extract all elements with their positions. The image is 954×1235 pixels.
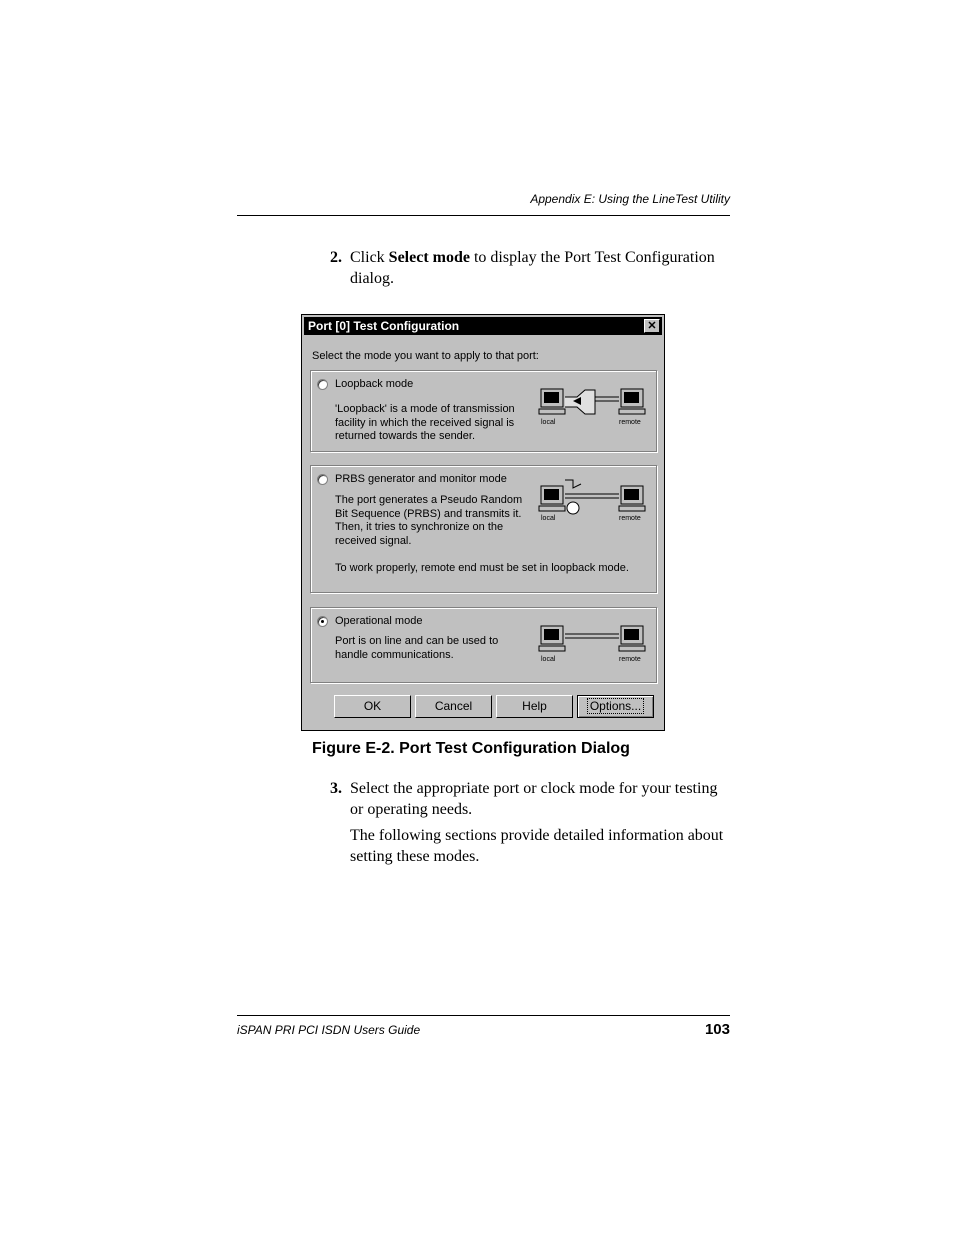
header-rule (237, 215, 730, 216)
step-text: to display the Port Test Configuration dialog. (350, 249, 715, 287)
close-icon[interactable]: ✕ (644, 319, 660, 333)
step-text: Click (350, 249, 389, 266)
operational-group (310, 607, 657, 683)
dialog-title: Port [0] Test Configuration (308, 319, 460, 333)
step-2 (330, 247, 720, 289)
page-number: 103 (704, 1021, 730, 1038)
help-button[interactable]: Help (496, 695, 573, 718)
step-bold-text: Select mode (388, 249, 470, 266)
options-button-label: Options... (587, 698, 644, 714)
running-header: Appendix E: Using the LineTest Utility (530, 192, 730, 206)
operational-radio[interactable] (317, 616, 328, 627)
step-text: Select the appropriate port or clock mode for your testing or operating needs. (350, 780, 718, 818)
port-test-config-dialog (301, 314, 665, 731)
figure-caption: Figure E-2. Port Test Configuration Dialog (312, 740, 630, 757)
book-title: iSPAN PRI PCI ISDN Users Guide (237, 1023, 421, 1037)
loopback-diagram-icon (537, 387, 649, 429)
local-label: local (541, 419, 556, 426)
local-label: local (541, 656, 556, 663)
step-number: 2. (330, 249, 342, 266)
operational-label[interactable]: Operational mode (335, 615, 423, 627)
dialog-prompt: Select the mode you want to apply to that port: (312, 350, 539, 362)
loopback-group (310, 370, 657, 452)
loopback-label[interactable]: Loopback mode (335, 378, 414, 390)
options-button[interactable] (577, 695, 654, 718)
step-number: 3. (330, 780, 342, 797)
local-label: local (541, 515, 556, 522)
loopback-description: 'Loopback' is a mode of transmission facility in which the received signal is returned towards the sender. (335, 403, 515, 442)
prbs-label[interactable]: PRBS generator and monitor mode (335, 473, 507, 485)
ok-button[interactable]: OK (334, 695, 411, 718)
prbs-note: To work properly, remote end must be set in loopback mode. (335, 562, 629, 574)
loopback-radio[interactable] (317, 379, 328, 390)
cancel-button[interactable]: Cancel (415, 695, 492, 718)
operational-description: Port is on line and can be used to handle communications. (335, 635, 499, 661)
footer-rule (237, 1015, 730, 1016)
remote-label: remote (619, 515, 641, 522)
prbs-group (310, 465, 657, 593)
remote-label: remote (619, 419, 641, 426)
remote-label: remote (619, 656, 641, 663)
prbs-description: The port generates a Pseudo Random Bit Sequence (PRBS) and transmits it. Then, it tries to synchronize on the received signal. (335, 494, 523, 547)
dialog-titlebar (304, 317, 662, 335)
prbs-radio[interactable] (317, 474, 328, 485)
step-3 (330, 778, 720, 820)
followup-paragraph: The following sections provide detailed information about setting these modes. (350, 827, 724, 865)
operational-diagram-icon (537, 624, 649, 666)
prbs-diagram-icon (537, 478, 649, 522)
